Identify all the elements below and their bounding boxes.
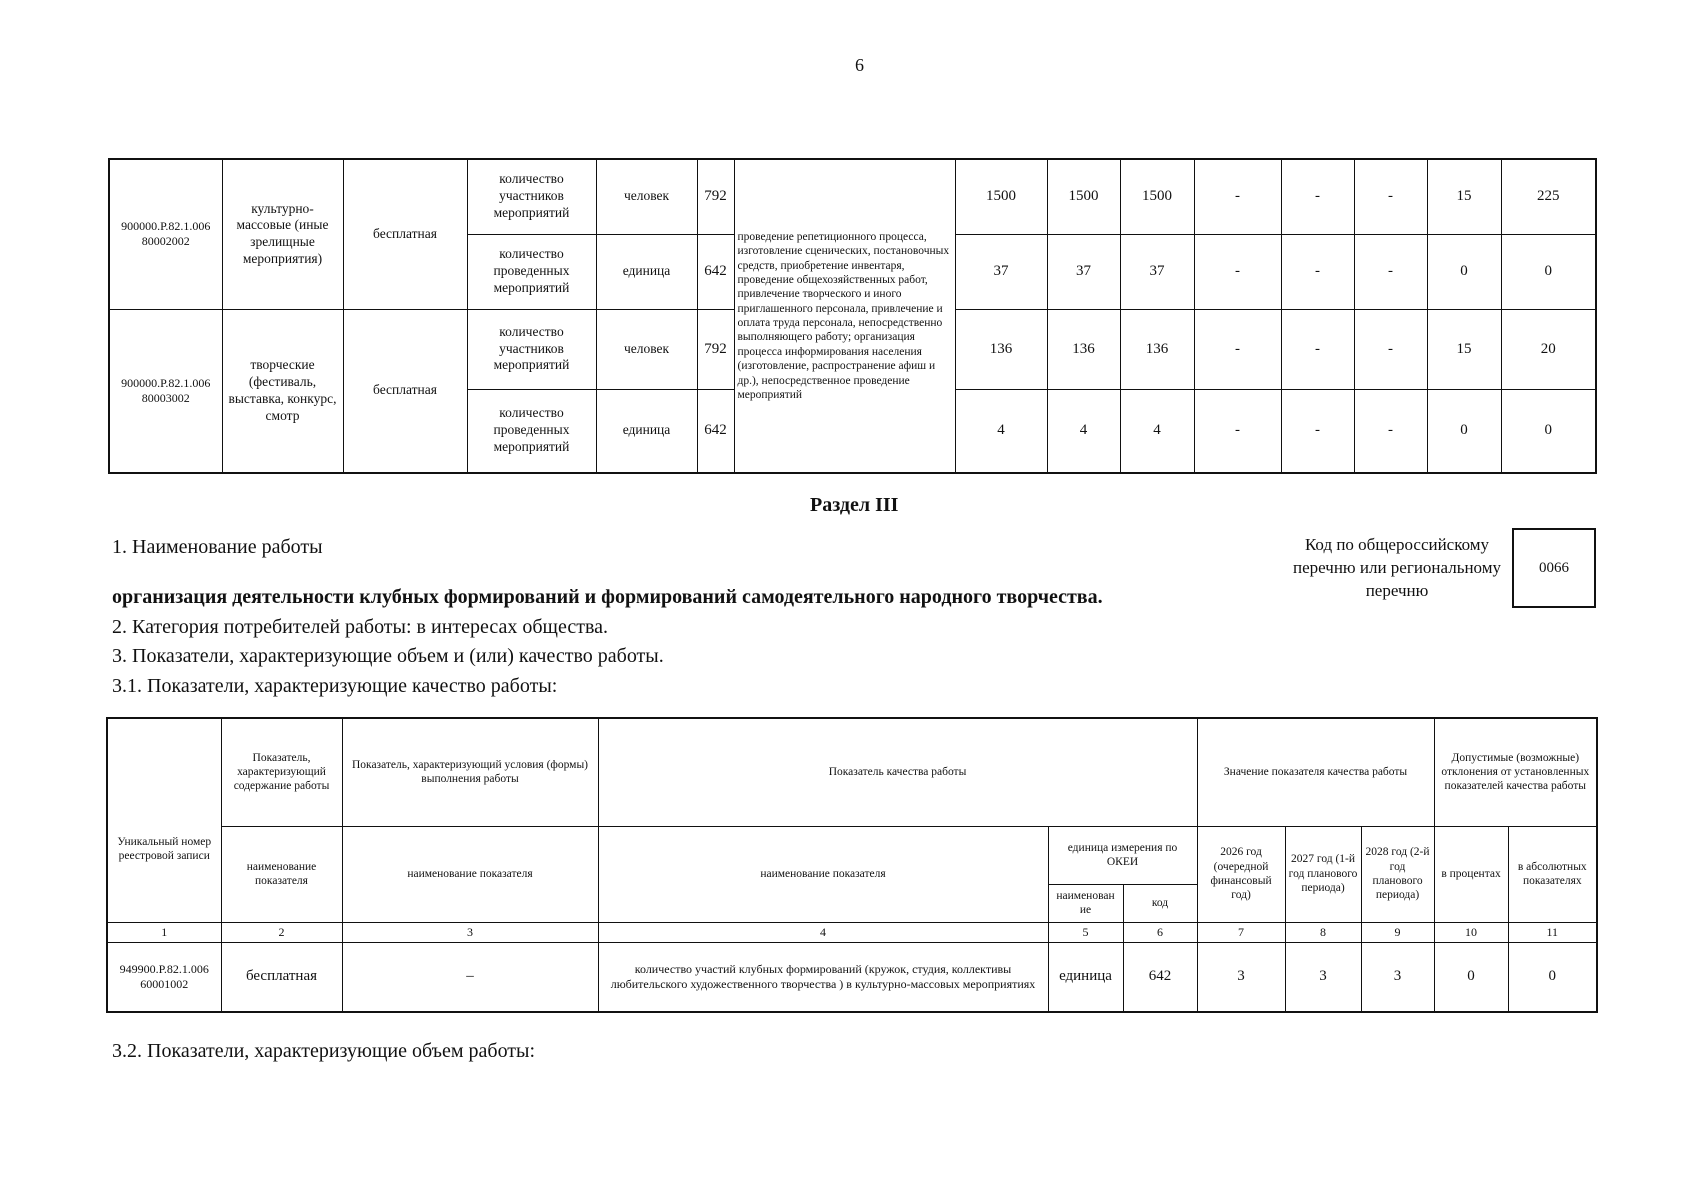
column-number: 7: [1197, 922, 1285, 942]
header-conditions-indicator: Показатель, характеризующий условия (формы) выполнения работы: [342, 718, 598, 826]
unit-code: 642: [697, 389, 734, 473]
column-number: 3: [342, 922, 598, 942]
registry-code-value: 0066: [1539, 559, 1569, 576]
registry-number: 900000.Р.82.1.006 80003002: [109, 309, 222, 473]
content-indicator: бесплатная: [221, 942, 342, 1012]
indicator-name: количество проведенных мероприятий: [467, 234, 596, 309]
unit-name: единица: [1048, 942, 1123, 1012]
value-2026: 136: [955, 309, 1047, 389]
header-quality-indicator: Показатель качества работы: [598, 718, 1197, 826]
deviation-percent: 15: [1427, 309, 1501, 389]
unit-name: единица: [596, 234, 697, 309]
quality-indicator-name: количество участий клубных формирований (кружок, студия, коллективы любительского художественного творчества ) в культурно-массовых мероприятиях: [598, 942, 1048, 1012]
header-deviation: Допустимые (возможные) отклонения от установленных показателей качества работы: [1434, 718, 1597, 826]
dash-cell: -: [1194, 389, 1281, 473]
column-number: 5: [1048, 922, 1123, 942]
unit-name: единица: [596, 389, 697, 473]
indicators-heading: 3. Показатели, характеризующие объем и (или) качество работы.: [112, 645, 664, 667]
deviation-absolute: 225: [1501, 159, 1596, 234]
value-2027: 3: [1285, 942, 1361, 1012]
indicator-name: количество участников мероприятий: [467, 309, 596, 389]
value-2026: 4: [955, 389, 1047, 473]
value-2026: 37: [955, 234, 1047, 309]
indicator-name: количество проведенных мероприятий: [467, 389, 596, 473]
value-2027: 1500: [1047, 159, 1120, 234]
deviation-absolute: 0: [1508, 942, 1597, 1012]
header-indicator-name: наименование показателя: [221, 826, 342, 922]
quality-indicators-table: [106, 717, 1598, 1013]
dash-cell: -: [1194, 234, 1281, 309]
table-row: [109, 159, 1596, 234]
page-number: 6: [855, 55, 864, 75]
header-okei-name: наименован ие: [1048, 884, 1123, 922]
deviation-absolute: 0: [1501, 234, 1596, 309]
content-indicator: творческие (фестиваль, выставка, конкурс, смотр: [222, 309, 343, 473]
dash-cell: -: [1281, 234, 1354, 309]
value-2027: 4: [1047, 389, 1120, 473]
value-2028: 37: [1120, 234, 1194, 309]
column-number: 1: [107, 922, 221, 942]
column-number: 9: [1361, 922, 1434, 942]
quality-heading: 3.1. Показатели, характеризующие качество работы:: [112, 675, 558, 697]
column-number: 6: [1123, 922, 1197, 942]
value-2026: 1500: [955, 159, 1047, 234]
value-2028: 1500: [1120, 159, 1194, 234]
header-quality-values: Значение показателя качества работы: [1197, 718, 1434, 826]
deviation-percent: 0: [1427, 234, 1501, 309]
column-number: 10: [1434, 922, 1508, 942]
unit-code: 642: [1123, 942, 1197, 1012]
dash-cell: -: [1354, 234, 1427, 309]
table-header-row: [107, 826, 1597, 884]
header-year-2028: 2028 год (2-й год планового периода): [1361, 826, 1434, 922]
dash-cell: -: [1281, 309, 1354, 389]
work-description: проведение репетиционного процесса, изготовление сценических, постановочных средств, приобретение инвентаря, проведение общехозяйственных работ, привлечение творческого и иного приглашенного персонала, привлечение и оплата труда персонала, непосредственно выполняющего работу; организация процесса информирования населения (изготовление, распространение афиш и др.), непосредственное проведение мероприятий: [734, 159, 955, 473]
value-2028: 136: [1120, 309, 1194, 389]
unit-name: человек: [596, 309, 697, 389]
form-indicator: бесплатная: [343, 309, 467, 473]
consumer-category: 2. Категория потребителей работы: в интересах общества.: [112, 616, 609, 638]
column-number: 11: [1508, 922, 1597, 942]
value-2026: 3: [1197, 942, 1285, 1012]
header-okei-code: код: [1123, 884, 1197, 922]
dash-cell: -: [1354, 389, 1427, 473]
table-row: [107, 942, 1597, 1012]
value-2027: 37: [1047, 234, 1120, 309]
unit-name: человек: [596, 159, 697, 234]
registry-number: 900000.Р.82.1.006 80002002: [109, 159, 222, 309]
condition-indicator: –: [342, 942, 598, 1012]
header-indicator-name: наименование показателя: [598, 826, 1048, 922]
header-content-indicator: Показатель, характеризующий содержание работы: [221, 718, 342, 826]
registry-code-box: [1512, 528, 1596, 608]
work-name: организация деятельности клубных формирований и формирований самодеятельного народного творчества.: [112, 586, 1103, 608]
indicator-name: количество участников мероприятий: [467, 159, 596, 234]
deviation-percent: 0: [1434, 942, 1508, 1012]
deviation-percent: 0: [1427, 389, 1501, 473]
volume-heading: 3.2. Показатели, характеризующие объем работы:: [112, 1040, 536, 1062]
dash-cell: -: [1354, 159, 1427, 234]
header-percent: в процентах: [1434, 826, 1508, 922]
deviation-absolute: 20: [1501, 309, 1596, 389]
value-2027: 136: [1047, 309, 1120, 389]
dash-cell: -: [1281, 389, 1354, 473]
header-absolute: в абсолютных показателях: [1508, 826, 1597, 922]
value-2028: 4: [1120, 389, 1194, 473]
header-okei-unit: единица измерения по ОКЕИ: [1048, 826, 1197, 884]
registry-code-label: Код по общероссийскому перечню или региональному перечню: [1293, 535, 1501, 600]
header-year-2027: 2027 год (1-й год планового периода): [1285, 826, 1361, 922]
deviation-percent: 15: [1427, 159, 1501, 234]
header-indicator-name: наименование показателя: [342, 826, 598, 922]
dash-cell: -: [1354, 309, 1427, 389]
dash-cell: -: [1281, 159, 1354, 234]
deviation-absolute: 0: [1501, 389, 1596, 473]
dash-cell: -: [1194, 159, 1281, 234]
unit-code: 792: [697, 159, 734, 234]
unit-code: 792: [697, 309, 734, 389]
dash-cell: -: [1194, 309, 1281, 389]
column-number: 4: [598, 922, 1048, 942]
header-year-2026: 2026 год (очередной финансовый год): [1197, 826, 1285, 922]
work-name-label: 1. Наименование работы: [112, 536, 323, 558]
services-volume-table: [108, 158, 1597, 474]
column-number-row: [107, 922, 1597, 942]
form-indicator: бесплатная: [343, 159, 467, 309]
table-header-row: [107, 718, 1597, 826]
unit-code: 642: [697, 234, 734, 309]
registry-number: 949900.Р.82.1.006 60001002: [107, 942, 221, 1012]
column-number: 2: [221, 922, 342, 942]
header-registry-number: Уникальный номер реестровой записи: [107, 718, 221, 922]
value-2028: 3: [1361, 942, 1434, 1012]
column-number: 8: [1285, 922, 1361, 942]
content-indicator: культурно-массовые (иные зрелищные мероприятия): [222, 159, 343, 309]
section-title: Раздел III: [810, 494, 899, 516]
